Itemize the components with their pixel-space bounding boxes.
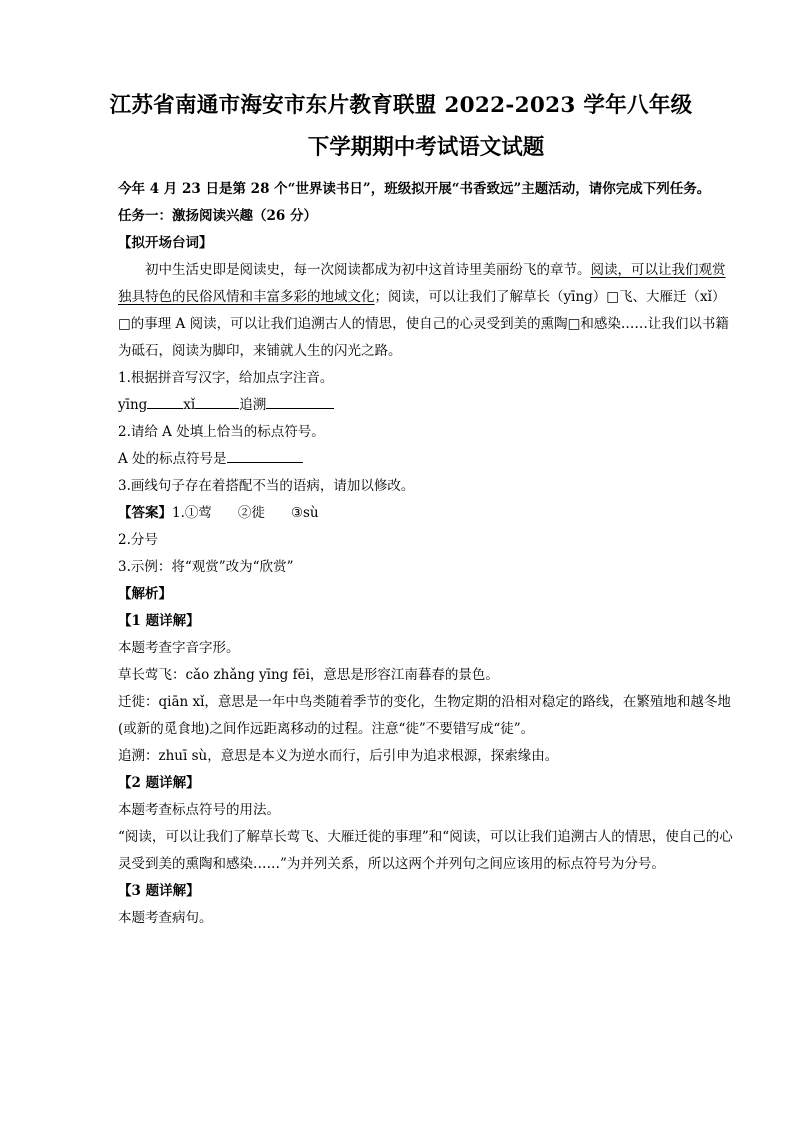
detail3-header: 【3 题详解】 [118, 883, 200, 899]
task1-heading: 任务一：激扬阅读兴趣（26 分） [118, 208, 317, 224]
blank-label-xi: xǐ [183, 397, 196, 413]
blank-label-ying: yīng [118, 397, 148, 413]
detail1-c: 追溯：zhuī sù，意思是本义为逆水而行，后引申为追求根源，探索缘由。 [118, 748, 559, 764]
answer-label: 【答案】 [118, 505, 172, 521]
question-2-line-label: A 处的标点符号是 [118, 451, 227, 467]
question-1-blanks [118, 392, 734, 419]
question-2: 2.请给 A 处填上恰当的标点符号。 [118, 424, 325, 440]
opening-header: 【拟开场台词】 [118, 235, 213, 251]
answer-1a: 1.①莺 [172, 505, 212, 521]
answer-blank-zhuisu [266, 394, 334, 409]
passage-underlined-sentence: 阅读，可以让我们观赏独具特色的民俗风情和丰富多彩的地域文化 [118, 262, 726, 305]
question-2-line [118, 446, 734, 473]
passage-paragraph [118, 257, 734, 365]
answer-blank-a [227, 448, 303, 463]
detail1-header: 【1 题详解】 [118, 613, 200, 629]
answer-blank-xi [195, 394, 239, 409]
question-1: 1.根据拼音写汉字，给加点字注音。 [118, 370, 334, 386]
blank-label-zhuisu: 追溯 [239, 397, 267, 413]
detail1-a: 草长莺飞：cǎo zhǎng yīng fēi，意思是形容江南暮春的景色。 [118, 667, 499, 683]
answer-1b: ②徙 [237, 505, 265, 521]
doc-title-line1: 江苏省南通市海安市东片教育联盟 2022-2023 学年八年级 [109, 93, 693, 118]
passage-part2: ；阅读，可以让我们了解草长（yīng）□飞、大雁迁（xǐ）□的事理 A 阅读，可以让我们追溯古人的情思，使自己的心灵受到美的熏陶□和感染……让我们以书籍为砥石，阅读为脚印，来铺就人生的闪光之路。 [118, 289, 729, 359]
detail1-b: 迁徙：qiān xǐ，意思是一年中鸟类随着季节的变化，生物定期的沿相对稳定的路线，在繁殖地和越冬地(或新的觅食地)之间作远距离移动的过程。注意“徙”不要错写成“徒”。 [118, 694, 731, 737]
doc-title-line2: 下学期期中考试语文试题 [307, 135, 545, 160]
passage-part1: 初中生活史即是阅读史，每一次阅读都成为初中这首诗里美丽纷飞的章节。 [145, 262, 591, 278]
answer-blank-ying [147, 394, 183, 409]
answer-2: 2.分号 [118, 532, 158, 548]
analysis-header: 【解析】 [118, 586, 172, 602]
detail3-intro: 本题考查病句。 [118, 910, 213, 926]
answer-line-1 [118, 500, 734, 527]
answer-1c: ③sù [290, 505, 319, 521]
question-3: 3.画线句子存在着搭配不当的语病，请加以修改。 [118, 478, 415, 494]
answer-3: 3.示例：将“观赏”改为“欣赏” [118, 559, 294, 575]
intro-paragraph: 今年 4 月 23 日是第 28 个“世界读书日”，班级拟开展“书香致远”主题活动，请你完成下列任务。 [118, 181, 711, 197]
detail2-intro: 本题考查标点符号的用法。 [118, 802, 280, 818]
detail2-header: 【2 题详解】 [118, 775, 200, 791]
detail2-body: “阅读，可以让我们了解草长莺飞、大雁迁徙的事理”和“阅读，可以让我们追溯古人的情思，使自己的心灵受到美的熏陶和感染……”为并列关系，所以这两个并列句之间应该用的标点符号为分号。 [118, 829, 733, 872]
detail1-intro: 本题考查字音字形。 [118, 640, 240, 656]
